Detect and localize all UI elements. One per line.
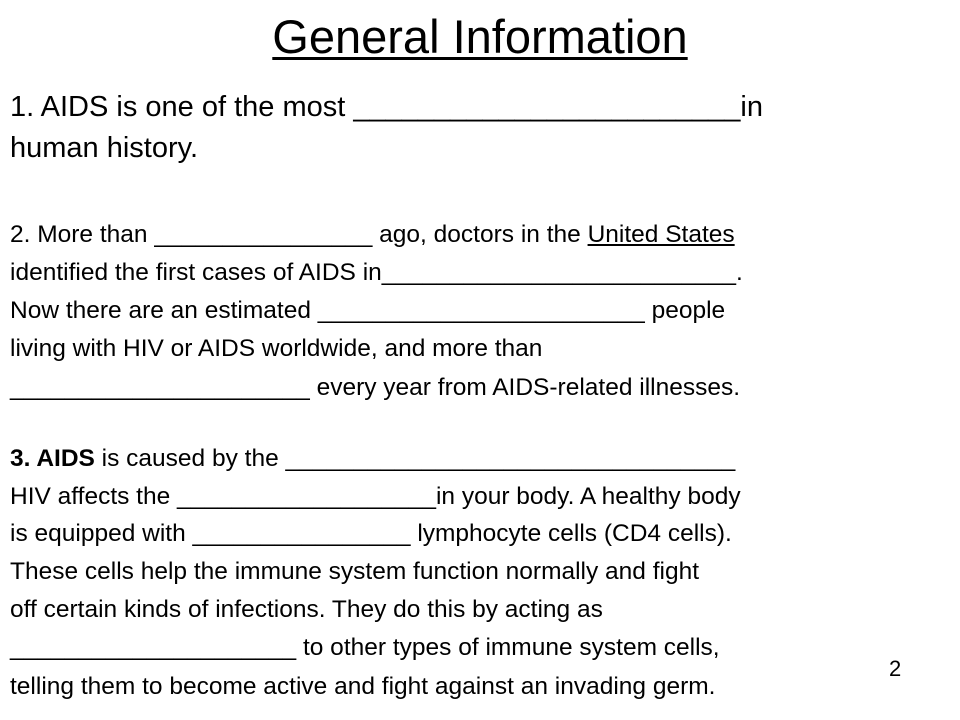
item3-line7: telling them to become active and fight against an invading germ. xyxy=(10,673,716,700)
item2-line1 xyxy=(10,220,735,250)
item1-line2: human history. xyxy=(10,132,199,164)
item3-line6: _____________________ to other types of immune system cells, xyxy=(10,634,720,661)
item3-label: 3. AIDS xyxy=(10,445,95,472)
item3-line5: off certain kinds of infections. They do this by acting as xyxy=(10,596,603,623)
item3-line1-text: is caused by the _________________________________ xyxy=(94,445,736,472)
item2-line1-text: 2. More than ________________ ago, doctors in the xyxy=(10,221,588,248)
item2-line2: identified the first cases of AIDS in__________________________. xyxy=(10,259,743,286)
item2-line4: living with HIV or AIDS worldwide, and more than xyxy=(10,335,543,362)
item3-line3: is equipped with ________________ lymphocyte cells (CD4 cells). xyxy=(10,520,732,547)
page-title: General Information xyxy=(272,10,688,63)
united-states-text: United States xyxy=(587,221,735,248)
item3-line4: These cells help the immune system function normally and fight xyxy=(10,558,700,585)
item3-line1 xyxy=(10,444,735,474)
item1-line1: 1. AIDS is one of the most ________________________in xyxy=(10,91,763,123)
item3-line2: HIV affects the ___________________in your body. A healthy body xyxy=(10,483,741,510)
page-number: 2 xyxy=(889,656,902,681)
item2-line3: Now there are an estimated ________________________ people xyxy=(10,297,726,324)
item2-line5: ______________________ every year from AIDS-related illnesses. xyxy=(10,374,741,401)
